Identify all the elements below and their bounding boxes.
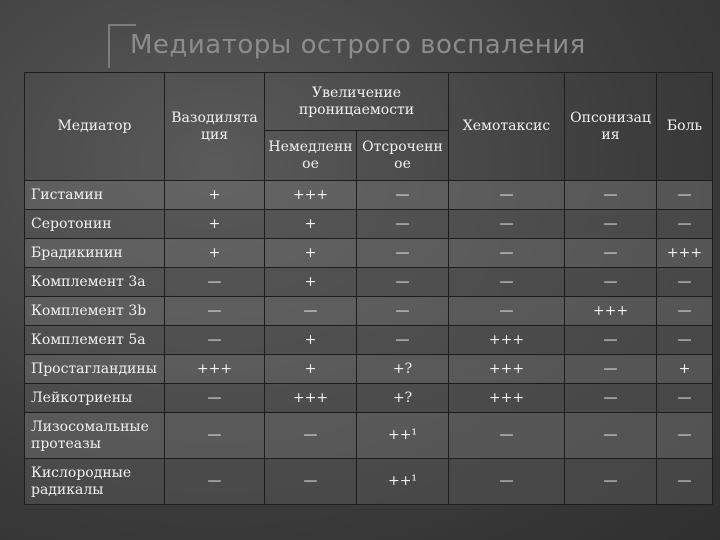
immediate-cell: +	[265, 326, 357, 355]
table-row	[25, 268, 713, 297]
opsonization-cell: —	[565, 239, 657, 268]
pain-cell: +	[657, 355, 713, 384]
vasodilation-cell: —	[165, 413, 265, 459]
vasodilation-cell: —	[165, 459, 265, 505]
delayed-cell: ++¹	[357, 459, 449, 505]
opsonization-cell: —	[565, 384, 657, 413]
header-delayed: Отсроченн ое	[357, 131, 449, 181]
chemotaxis-cell: +++	[449, 355, 565, 384]
header-permeability: Увеличение проницаемости	[265, 73, 449, 131]
delayed-cell: —	[357, 181, 449, 210]
mediator-name: Лизосомальные протеазы	[25, 413, 165, 459]
pain-cell: —	[657, 268, 713, 297]
chemotaxis-cell: —	[449, 459, 565, 505]
pain-cell: —	[657, 297, 713, 326]
mediator-name: Комплемент 3а	[25, 268, 165, 297]
immediate-cell: —	[265, 413, 357, 459]
pain-cell: +++	[657, 239, 713, 268]
table-row	[25, 239, 713, 268]
vasodilation-cell: +	[165, 239, 265, 268]
table-row	[25, 181, 713, 210]
chemotaxis-cell: +++	[449, 384, 565, 413]
immediate-cell: +	[265, 239, 357, 268]
vasodilation-cell: —	[165, 297, 265, 326]
immediate-cell: +	[265, 355, 357, 384]
immediate-cell: +	[265, 210, 357, 239]
table-row	[25, 355, 713, 384]
table-row	[25, 210, 713, 239]
header-opsonization: Опсонизац ия	[565, 73, 657, 181]
delayed-cell: —	[357, 210, 449, 239]
delayed-cell: +?	[357, 384, 449, 413]
immediate-cell: +++	[265, 384, 357, 413]
chemotaxis-cell: —	[449, 297, 565, 326]
slide-title: Медиаторы острого воспаления	[130, 30, 586, 60]
mediator-name: Серотонин	[25, 210, 165, 239]
opsonization-cell: +++	[565, 297, 657, 326]
chemotaxis-cell: —	[449, 210, 565, 239]
vasodilation-cell: +	[165, 210, 265, 239]
immediate-cell: —	[265, 297, 357, 326]
mediator-name: Комплемент 5а	[25, 326, 165, 355]
opsonization-cell: —	[565, 181, 657, 210]
header-immediate: Немедленн ое	[265, 131, 357, 181]
pain-cell: —	[657, 384, 713, 413]
mediator-name: Гистамин	[25, 181, 165, 210]
pain-cell: —	[657, 210, 713, 239]
header-chemotaxis: Хемотаксис	[449, 73, 565, 181]
mediators-table	[24, 72, 713, 505]
table-row	[25, 459, 713, 505]
delayed-cell: —	[357, 239, 449, 268]
mediator-name: Брадикинин	[25, 239, 165, 268]
opsonization-cell: —	[565, 459, 657, 505]
delayed-cell: —	[357, 297, 449, 326]
vasodilation-cell: +	[165, 181, 265, 210]
mediator-name: Простагландины	[25, 355, 165, 384]
mediator-name: Комплемент 3b	[25, 297, 165, 326]
delayed-cell: —	[357, 326, 449, 355]
chemotaxis-cell: —	[449, 181, 565, 210]
header-vasodilation: Вазодилята ция	[165, 73, 265, 181]
opsonization-cell: —	[565, 210, 657, 239]
pain-cell: —	[657, 326, 713, 355]
delayed-cell: —	[357, 268, 449, 297]
vasodilation-cell: —	[165, 326, 265, 355]
table-row	[25, 297, 713, 326]
chemotaxis-cell: —	[449, 268, 565, 297]
table-row	[25, 326, 713, 355]
header-mediator: Медиатор	[25, 73, 165, 181]
header-pain: Боль	[657, 73, 713, 181]
delayed-cell: +?	[357, 355, 449, 384]
opsonization-cell: —	[565, 355, 657, 384]
chemotaxis-cell: —	[449, 413, 565, 459]
delayed-cell: ++¹	[357, 413, 449, 459]
pain-cell: —	[657, 181, 713, 210]
chemotaxis-cell: +++	[449, 326, 565, 355]
pain-cell: —	[657, 413, 713, 459]
pain-cell: —	[657, 459, 713, 505]
mediator-name: Кислородные радикалы	[25, 459, 165, 505]
opsonization-cell: —	[565, 268, 657, 297]
immediate-cell: —	[265, 459, 357, 505]
table-row	[25, 413, 713, 459]
vasodilation-cell: —	[165, 268, 265, 297]
opsonization-cell: —	[565, 326, 657, 355]
mediator-name: Лейкотриены	[25, 384, 165, 413]
vasodilation-cell: +++	[165, 355, 265, 384]
immediate-cell: +++	[265, 181, 357, 210]
opsonization-cell: —	[565, 413, 657, 459]
immediate-cell: +	[265, 268, 357, 297]
vasodilation-cell: —	[165, 384, 265, 413]
chemotaxis-cell: —	[449, 239, 565, 268]
table-row	[25, 384, 713, 413]
